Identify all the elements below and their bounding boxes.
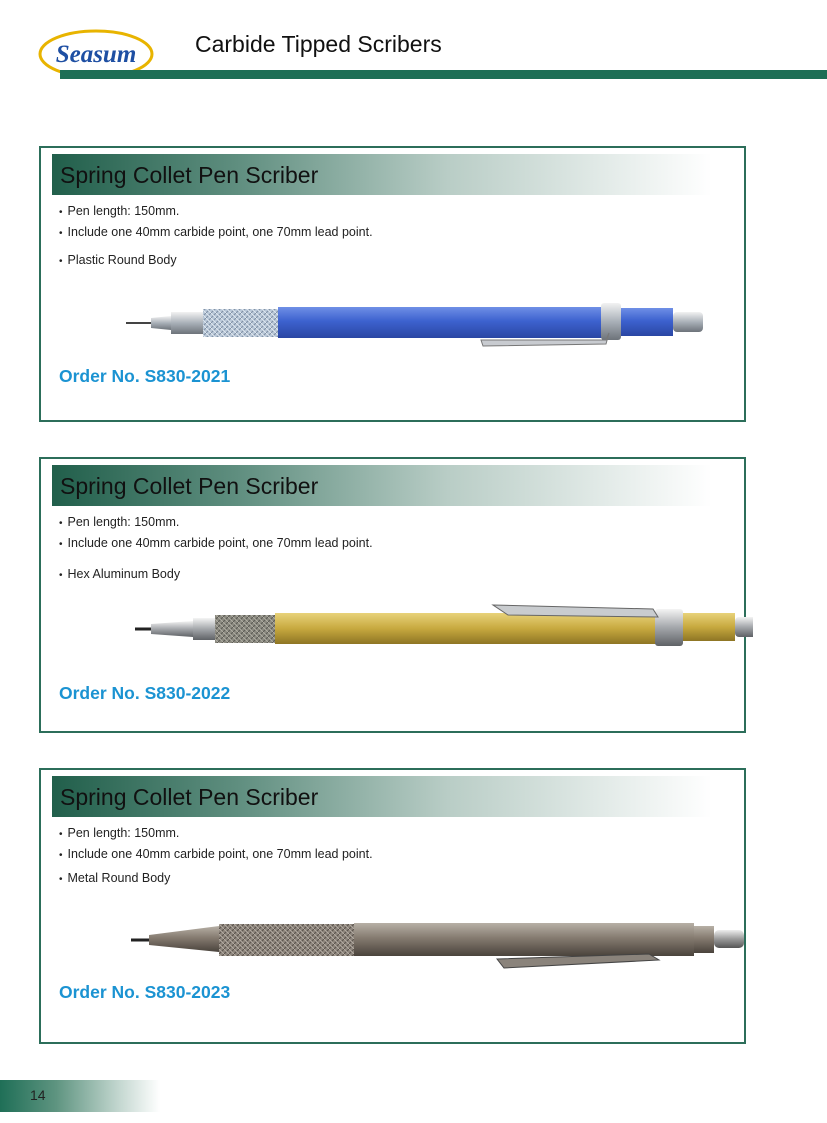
product-title: Spring Collet Pen Scriber — [60, 473, 319, 499]
page-number: 14 — [30, 1087, 46, 1103]
footer-bar — [0, 1080, 160, 1112]
feature-item: • Pen length: 150mm. — [59, 204, 179, 218]
product-title: Spring Collet Pen Scriber — [60, 784, 319, 810]
logo-text: Seasum — [55, 41, 137, 68]
scriber-image-metal — [129, 904, 749, 974]
product-card — [39, 146, 746, 422]
product-title: Spring Collet Pen Scriber — [60, 162, 319, 188]
feature-item: • Include one 40mm carbide point, one 70mm lead point. — [59, 847, 373, 861]
product-title-banner — [52, 465, 712, 506]
feature-item: • Plastic Round Body — [59, 253, 177, 267]
scriber-image-gold — [133, 597, 753, 667]
product-title-banner — [52, 776, 712, 817]
product-card — [39, 457, 746, 733]
feature-item: • Hex Aluminum Body — [59, 567, 180, 581]
feature-item: • Include one 40mm carbide point, one 70mm lead point. — [59, 536, 373, 550]
feature-item: • Include one 40mm carbide point, one 70mm lead point. — [59, 225, 373, 239]
scriber-image-blue — [121, 288, 741, 358]
order-number: Order No. S830-2021 — [59, 366, 231, 386]
product-card — [39, 768, 746, 1044]
feature-item: • Pen length: 150mm. — [59, 826, 179, 840]
header-divider — [60, 70, 827, 79]
product-title-banner — [52, 154, 712, 195]
order-number: Order No. S830-2023 — [59, 982, 231, 1002]
feature-item: • Pen length: 150mm. — [59, 515, 179, 529]
feature-item: • Metal Round Body — [59, 871, 170, 885]
order-number: Order No. S830-2022 — [59, 683, 231, 703]
page-title: Carbide Tipped Scribers — [195, 31, 442, 57]
